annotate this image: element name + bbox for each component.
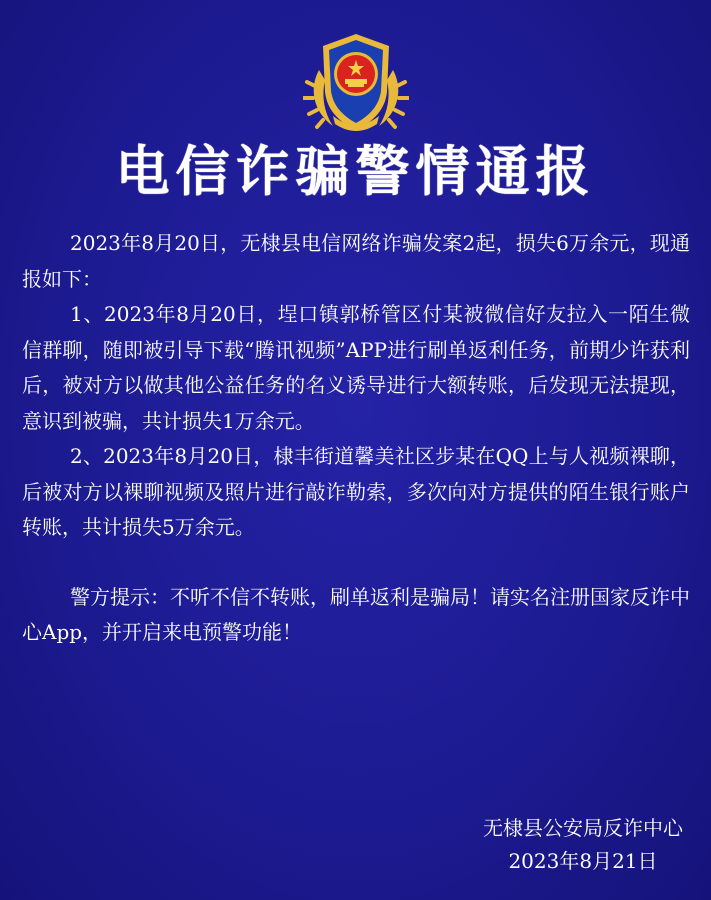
- police-tip-paragraph: 警方提示：不听不信不转账，刷单返利是骗局！请实名注册国家反诈中心App，并开启来电预警功能！: [22, 584, 690, 644]
- signature-block: [483, 812, 683, 878]
- signature-date: 2023年8月21日: [508, 849, 658, 873]
- case-1-paragraph: 1、2023年8月20日，埕口镇郭桥管区付某被微信好友拉入一陌生微信群聊，随即被引导下载“腾讯视频”APP进行刷单返利任务，前期少许获利后，被对方以做其他公益任务的名义诱导进行大额转账，后发现无法提现，意识到被骗，共计损失1万余元。: [22, 302, 690, 433]
- notice-body: [22, 226, 690, 651]
- case-2-paragraph: 2、2023年8月20日，棣丰街道馨美社区步某在QQ上与人视频裸聊，后被对方以裸聊视频及照片进行敲诈勒索，多次向对方提供的陌生银行账户转账，共计损失5万余元。: [22, 444, 690, 539]
- intro-paragraph: 2023年8月20日，无棣县电信网络诈骗发案2起，损失6万余元，现通报如下：: [22, 231, 690, 291]
- signature-org: 无棣县公安局反诈中心: [483, 816, 683, 840]
- police-emblem-icon: [303, 30, 409, 138]
- notice-title: 电信诈骗警情通报: [115, 140, 596, 203]
